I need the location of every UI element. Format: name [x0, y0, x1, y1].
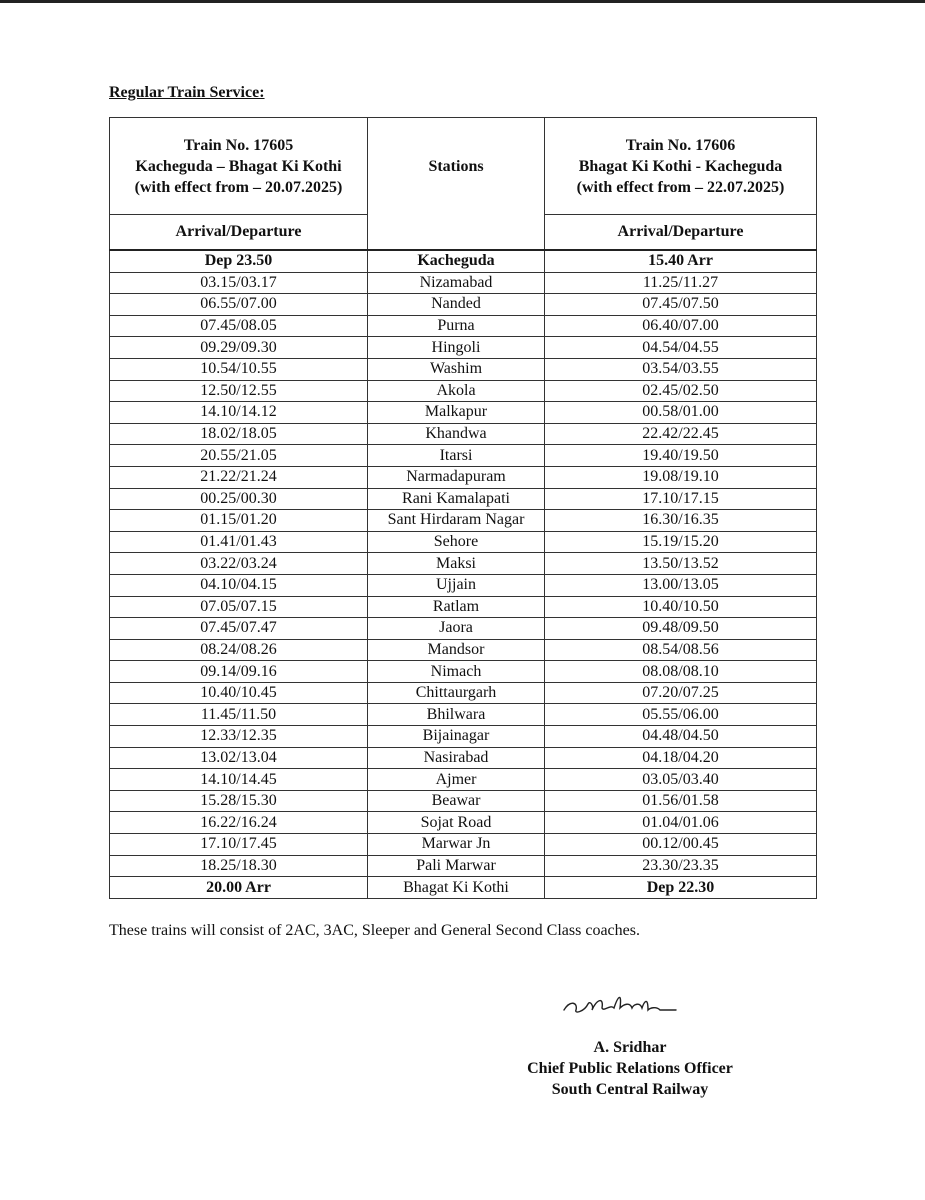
- train-17605-time: 09.14/09.16: [110, 661, 368, 683]
- train-17605-time: 07.05/07.15: [110, 596, 368, 618]
- train-17605-time: 09.29/09.30: [110, 337, 368, 359]
- station-name: Hingoli: [368, 337, 545, 359]
- table-row: [110, 726, 817, 748]
- station-name: Pali Marwar: [368, 855, 545, 877]
- station-name: Nasirabad: [368, 747, 545, 769]
- table-row: [110, 704, 817, 726]
- train-17605-time: 12.33/12.35: [110, 726, 368, 748]
- train-17606-time: 00.12/00.45: [545, 834, 817, 856]
- table-row: [110, 445, 817, 467]
- train-17606-time: 04.54/04.55: [545, 337, 817, 359]
- train-17605-time: 01.41/01.43: [110, 531, 368, 553]
- table-row: [110, 315, 817, 337]
- station-name: Jaora: [368, 618, 545, 640]
- train-17606-number: Train No. 17606: [625, 136, 736, 154]
- table-row: [110, 661, 817, 683]
- station-name: Malkapur: [368, 402, 545, 424]
- station-name: Bhagat Ki Kothi: [368, 877, 545, 899]
- train-17605-route: Kacheguda – Bhagat Ki Kothi: [135, 157, 342, 175]
- train-17606-time: 00.58/01.00: [545, 402, 817, 424]
- train-17606-time: Dep 22.30: [545, 877, 817, 899]
- table-row: [110, 402, 817, 424]
- train-17605-time: 04.10/04.15: [110, 574, 368, 596]
- stations-header: Stations: [368, 118, 545, 215]
- train-17606-time: 13.50/13.52: [545, 553, 817, 575]
- station-name: Ujjain: [368, 574, 545, 596]
- table-row: [110, 877, 817, 899]
- train-17606-time: 15.19/15.20: [545, 531, 817, 553]
- table-row: [110, 618, 817, 640]
- station-name: Nimach: [368, 661, 545, 683]
- train-17605-time: 03.22/03.24: [110, 553, 368, 575]
- train-17605-time: 07.45/07.47: [110, 618, 368, 640]
- train-17606-time: 04.18/04.20: [545, 747, 817, 769]
- station-name: Narmadapuram: [368, 466, 545, 488]
- train-17606-time: 16.30/16.35: [545, 510, 817, 532]
- table-row: [110, 423, 817, 445]
- table-row: [110, 250, 817, 272]
- station-name: Ratlam: [368, 596, 545, 618]
- train-17606-time: 17.10/17.15: [545, 488, 817, 510]
- train-17606-time: 07.20/07.25: [545, 682, 817, 704]
- signature: [560, 986, 680, 1016]
- train-17606-time: 13.00/13.05: [545, 574, 817, 596]
- station-name: Sant Hirdaram Nagar: [368, 510, 545, 532]
- signatory-designation: Chief Public Relations Officer: [527, 1060, 733, 1077]
- train-17606-effective-date: (with effect from – 22.07.2025): [576, 178, 785, 196]
- station-name: Sehore: [368, 531, 545, 553]
- train-17606-time: 11.25/11.27: [545, 272, 817, 294]
- station-name: Chittaurgarh: [368, 682, 545, 704]
- table-row: [110, 769, 817, 791]
- train-17605-time: 10.40/10.45: [110, 682, 368, 704]
- train-17605-time: 07.45/08.05: [110, 315, 368, 337]
- table-row: [110, 358, 817, 380]
- station-name: Itarsi: [368, 445, 545, 467]
- table-row: [110, 466, 817, 488]
- station-name: Nanded: [368, 294, 545, 316]
- train-17606-time: 06.40/07.00: [545, 315, 817, 337]
- signatory-organization: South Central Railway: [551, 1081, 709, 1098]
- table-row: [110, 790, 817, 812]
- train-17605-effective-date: (with effect from – 20.07.2025): [134, 178, 343, 196]
- train-timetable: [109, 117, 817, 899]
- train-17606-time: 22.42/22.45: [545, 423, 817, 445]
- table-row: [110, 510, 817, 532]
- table-row: [110, 682, 817, 704]
- table-row: [110, 553, 817, 575]
- table-row: [110, 272, 817, 294]
- station-name: Maksi: [368, 553, 545, 575]
- station-name: Kacheguda: [368, 250, 545, 272]
- table-row: [110, 294, 817, 316]
- train-17606-time: 08.08/08.10: [545, 661, 817, 683]
- train-17606-time: 01.04/01.06: [545, 812, 817, 834]
- train-17605-number: Train No. 17605: [183, 136, 294, 154]
- station-name: Khandwa: [368, 423, 545, 445]
- table-row: [110, 337, 817, 359]
- station-name: Mandsor: [368, 639, 545, 661]
- train-17606-time: 03.05/03.40: [545, 769, 817, 791]
- table-row: [110, 531, 817, 553]
- page-heading: Regular Train Service:: [109, 84, 265, 101]
- train-17605-time: 06.55/07.00: [110, 294, 368, 316]
- top-border-line: [0, 0, 925, 3]
- station-name: Nizamabad: [368, 272, 545, 294]
- table-row: [110, 380, 817, 402]
- station-name: Beawar: [368, 790, 545, 812]
- train-17605-time: 20.55/21.05: [110, 445, 368, 467]
- train-17606-time: 23.30/23.35: [545, 855, 817, 877]
- coach-composition-note: These trains will consist of 2AC, 3AC, Sleeper and General Second Class coaches.: [109, 922, 640, 939]
- train-17605-time: 13.02/13.04: [110, 747, 368, 769]
- train-17606-time: 03.54/03.55: [545, 358, 817, 380]
- train-17605-arrival-departure-header: Arrival/Departure: [110, 215, 368, 251]
- train-17605-time: 14.10/14.12: [110, 402, 368, 424]
- train-17606-route: Bhagat Ki Kothi - Kacheguda: [578, 157, 783, 175]
- train-17605-time: 01.15/01.20: [110, 510, 368, 532]
- station-name: Bhilwara: [368, 704, 545, 726]
- station-name: Rani Kamalapati: [368, 488, 545, 510]
- table-row: [110, 834, 817, 856]
- table-row: [110, 488, 817, 510]
- train-17605-time: Dep 23.50: [110, 250, 368, 272]
- table-row: [110, 812, 817, 834]
- train-17606-time: 09.48/09.50: [545, 618, 817, 640]
- train-17605-time: 20.00 Arr: [110, 877, 368, 899]
- station-name: Washim: [368, 358, 545, 380]
- station-name: Purna: [368, 315, 545, 337]
- station-name: Marwar Jn: [368, 834, 545, 856]
- train-17605-time: 17.10/17.45: [110, 834, 368, 856]
- table-row: [110, 596, 817, 618]
- station-name: Bijainagar: [368, 726, 545, 748]
- stations-header-blank: [368, 215, 545, 251]
- station-name: Sojat Road: [368, 812, 545, 834]
- station-name: Akola: [368, 380, 545, 402]
- signatory-block: [480, 1037, 780, 1100]
- table-row: [110, 639, 817, 661]
- train-17605-time: 15.28/15.30: [110, 790, 368, 812]
- train-17606-time: 19.40/19.50: [545, 445, 817, 467]
- train-17606-time: 15.40 Arr: [545, 250, 817, 272]
- train-17606-time: 04.48/04.50: [545, 726, 817, 748]
- train-17605-time: 21.22/21.24: [110, 466, 368, 488]
- train-17605-time: 12.50/12.55: [110, 380, 368, 402]
- train-17606-time: 01.56/01.58: [545, 790, 817, 812]
- train-17606-time: 08.54/08.56: [545, 639, 817, 661]
- train-17605-time: 08.24/08.26: [110, 639, 368, 661]
- station-name: Ajmer: [368, 769, 545, 791]
- train-17605-time: 00.25/00.30: [110, 488, 368, 510]
- train-17605-time: 03.15/03.17: [110, 272, 368, 294]
- train-17606-time: 02.45/02.50: [545, 380, 817, 402]
- table-row: [110, 574, 817, 596]
- train-17605-time: 18.25/18.30: [110, 855, 368, 877]
- signatory-name: A. Sridhar: [593, 1039, 667, 1056]
- train-17606-time: 19.08/19.10: [545, 466, 817, 488]
- train-17605-time: 18.02/18.05: [110, 423, 368, 445]
- train-17606-time: 10.40/10.50: [545, 596, 817, 618]
- train-17606-header: [545, 118, 817, 215]
- train-17605-time: 10.54/10.55: [110, 358, 368, 380]
- train-17605-time: 16.22/16.24: [110, 812, 368, 834]
- train-17606-time: 05.55/06.00: [545, 704, 817, 726]
- table-row: [110, 747, 817, 769]
- train-17606-time: 07.45/07.50: [545, 294, 817, 316]
- train-17605-time: 11.45/11.50: [110, 704, 368, 726]
- timetable-body: [110, 250, 817, 898]
- table-row: [110, 855, 817, 877]
- train-17605-header: [110, 118, 368, 215]
- train-17606-arrival-departure-header: Arrival/Departure: [545, 215, 817, 251]
- train-17605-time: 14.10/14.45: [110, 769, 368, 791]
